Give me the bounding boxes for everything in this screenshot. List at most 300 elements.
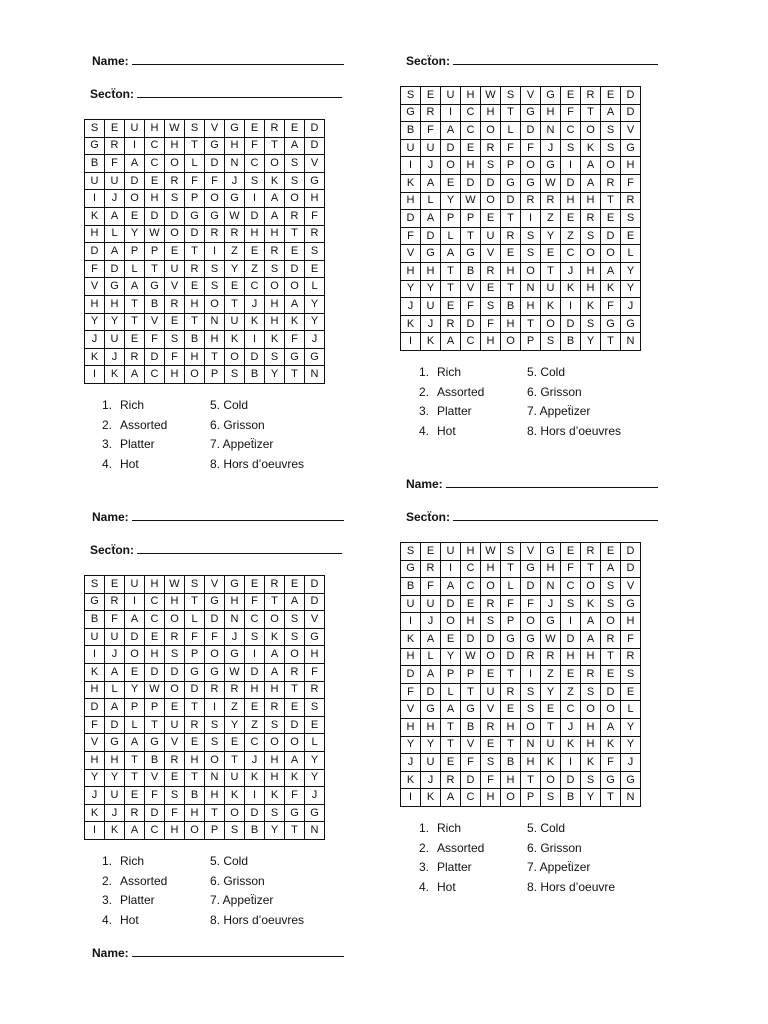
grid-letter-cell[interactable]: Z: [225, 699, 245, 717]
grid-letter-cell[interactable]: J: [541, 595, 561, 613]
grid-letter-cell[interactable]: E: [305, 260, 325, 278]
grid-letter-cell[interactable]: S: [85, 576, 105, 594]
grid-letter-cell[interactable]: Y: [85, 313, 105, 331]
grid-letter-cell[interactable]: O: [581, 701, 601, 719]
grid-letter-cell[interactable]: S: [501, 543, 521, 561]
grid-letter-cell[interactable]: C: [561, 578, 581, 596]
grid-letter-cell[interactable]: D: [305, 120, 325, 138]
grid-letter-cell[interactable]: U: [125, 120, 145, 138]
grid-letter-cell[interactable]: T: [185, 313, 205, 331]
grid-letter-cell[interactable]: N: [621, 789, 641, 807]
grid-letter-cell[interactable]: O: [441, 613, 461, 631]
grid-letter-cell[interactable]: O: [601, 245, 621, 263]
grid-letter-cell[interactable]: U: [105, 787, 125, 805]
grid-letter-cell[interactable]: E: [481, 736, 501, 754]
section-blank-line[interactable]: [453, 54, 658, 65]
grid-letter-cell[interactable]: F: [521, 139, 541, 157]
grid-letter-cell[interactable]: C: [561, 701, 581, 719]
grid-letter-cell[interactable]: E: [245, 120, 265, 138]
grid-letter-cell[interactable]: U: [401, 595, 421, 613]
grid-letter-cell[interactable]: G: [601, 315, 621, 333]
grid-letter-cell[interactable]: U: [165, 260, 185, 278]
grid-letter-cell[interactable]: H: [521, 754, 541, 772]
grid-letter-cell[interactable]: D: [245, 804, 265, 822]
grid-letter-cell[interactable]: E: [561, 87, 581, 105]
grid-letter-cell[interactable]: V: [305, 155, 325, 173]
grid-letter-cell[interactable]: L: [441, 227, 461, 245]
grid-letter-cell[interactable]: O: [481, 192, 501, 210]
grid-letter-cell[interactable]: A: [441, 245, 461, 263]
grid-letter-cell[interactable]: D: [305, 137, 325, 155]
grid-letter-cell[interactable]: D: [561, 174, 581, 192]
grid-letter-cell[interactable]: T: [185, 699, 205, 717]
grid-letter-cell[interactable]: V: [521, 543, 541, 561]
grid-letter-cell[interactable]: R: [501, 227, 521, 245]
grid-letter-cell[interactable]: K: [225, 787, 245, 805]
grid-letter-cell[interactable]: I: [401, 333, 421, 351]
grid-letter-cell[interactable]: F: [561, 104, 581, 122]
grid-letter-cell[interactable]: N: [225, 611, 245, 629]
grid-letter-cell[interactable]: J: [225, 172, 245, 190]
grid-letter-cell[interactable]: K: [265, 172, 285, 190]
grid-letter-cell[interactable]: S: [481, 754, 501, 772]
grid-letter-cell[interactable]: D: [401, 666, 421, 684]
grid-letter-cell[interactable]: D: [245, 663, 265, 681]
grid-letter-cell[interactable]: O: [185, 822, 205, 840]
grid-letter-cell[interactable]: F: [481, 315, 501, 333]
grid-letter-cell[interactable]: S: [285, 611, 305, 629]
grid-letter-cell[interactable]: I: [561, 754, 581, 772]
grid-letter-cell[interactable]: T: [285, 822, 305, 840]
grid-letter-cell[interactable]: H: [581, 262, 601, 280]
grid-letter-cell[interactable]: I: [401, 157, 421, 175]
grid-letter-cell[interactable]: K: [601, 280, 621, 298]
grid-letter-cell[interactable]: U: [85, 628, 105, 646]
grid-letter-cell[interactable]: L: [501, 122, 521, 140]
grid-letter-cell[interactable]: Y: [85, 769, 105, 787]
grid-letter-cell[interactable]: E: [501, 701, 521, 719]
grid-letter-cell[interactable]: I: [561, 613, 581, 631]
grid-letter-cell[interactable]: R: [441, 315, 461, 333]
grid-letter-cell[interactable]: K: [421, 789, 441, 807]
name-blank-line[interactable]: [132, 510, 344, 521]
grid-letter-cell[interactable]: H: [461, 613, 481, 631]
grid-letter-cell[interactable]: T: [285, 366, 305, 384]
grid-letter-cell[interactable]: I: [245, 787, 265, 805]
grid-letter-cell[interactable]: E: [441, 754, 461, 772]
grid-letter-cell[interactable]: R: [265, 243, 285, 261]
grid-letter-cell[interactable]: N: [305, 366, 325, 384]
grid-letter-cell[interactable]: G: [105, 734, 125, 752]
section-blank-line[interactable]: [137, 87, 342, 98]
grid-letter-cell[interactable]: D: [205, 155, 225, 173]
grid-letter-cell[interactable]: D: [621, 543, 641, 561]
grid-letter-cell[interactable]: D: [481, 174, 501, 192]
grid-letter-cell[interactable]: E: [601, 543, 621, 561]
grid-letter-cell[interactable]: C: [461, 122, 481, 140]
grid-letter-cell[interactable]: Y: [265, 822, 285, 840]
grid-letter-cell[interactable]: K: [561, 736, 581, 754]
grid-letter-cell[interactable]: O: [541, 315, 561, 333]
grid-letter-cell[interactable]: K: [401, 630, 421, 648]
grid-letter-cell[interactable]: C: [561, 122, 581, 140]
grid-letter-cell[interactable]: E: [601, 210, 621, 228]
grid-letter-cell[interactable]: F: [305, 663, 325, 681]
grid-letter-cell[interactable]: H: [561, 192, 581, 210]
grid-letter-cell[interactable]: F: [501, 595, 521, 613]
grid-letter-cell[interactable]: K: [421, 333, 441, 351]
grid-letter-cell[interactable]: T: [501, 210, 521, 228]
grid-letter-cell[interactable]: T: [285, 225, 305, 243]
grid-letter-cell[interactable]: D: [205, 611, 225, 629]
grid-letter-cell[interactable]: K: [581, 139, 601, 157]
grid-letter-cell[interactable]: I: [245, 331, 265, 349]
grid-letter-cell[interactable]: T: [461, 683, 481, 701]
grid-letter-cell[interactable]: N: [541, 578, 561, 596]
grid-letter-cell[interactable]: J: [421, 613, 441, 631]
grid-letter-cell[interactable]: B: [185, 787, 205, 805]
grid-letter-cell[interactable]: N: [621, 333, 641, 351]
grid-letter-cell[interactable]: R: [165, 628, 185, 646]
grid-letter-cell[interactable]: U: [125, 576, 145, 594]
grid-letter-cell[interactable]: F: [245, 593, 265, 611]
grid-letter-cell[interactable]: C: [461, 578, 481, 596]
grid-letter-cell[interactable]: N: [521, 280, 541, 298]
grid-letter-cell[interactable]: K: [285, 769, 305, 787]
grid-letter-cell[interactable]: J: [561, 262, 581, 280]
grid-letter-cell[interactable]: R: [125, 348, 145, 366]
grid-letter-cell[interactable]: O: [541, 771, 561, 789]
grid-letter-cell[interactable]: S: [581, 315, 601, 333]
grid-letter-cell[interactable]: F: [401, 227, 421, 245]
grid-letter-cell[interactable]: H: [165, 366, 185, 384]
grid-letter-cell[interactable]: E: [561, 543, 581, 561]
grid-letter-cell[interactable]: G: [225, 190, 245, 208]
grid-letter-cell[interactable]: O: [481, 122, 501, 140]
grid-letter-cell[interactable]: O: [165, 225, 185, 243]
grid-letter-cell[interactable]: H: [105, 751, 125, 769]
grid-letter-cell[interactable]: S: [481, 157, 501, 175]
grid-letter-cell[interactable]: G: [305, 628, 325, 646]
name-blank-line[interactable]: [446, 477, 658, 488]
grid-letter-cell[interactable]: S: [165, 331, 185, 349]
grid-letter-cell[interactable]: R: [305, 681, 325, 699]
grid-letter-cell[interactable]: O: [601, 157, 621, 175]
grid-letter-cell[interactable]: T: [541, 718, 561, 736]
grid-letter-cell[interactable]: O: [521, 613, 541, 631]
grid-letter-cell[interactable]: E: [185, 734, 205, 752]
grid-letter-cell[interactable]: T: [225, 751, 245, 769]
grid-letter-cell[interactable]: K: [601, 736, 621, 754]
grid-letter-cell[interactable]: O: [581, 122, 601, 140]
grid-letter-cell[interactable]: U: [401, 139, 421, 157]
grid-letter-cell[interactable]: S: [205, 260, 225, 278]
grid-letter-cell[interactable]: B: [461, 262, 481, 280]
grid-letter-cell[interactable]: F: [501, 139, 521, 157]
grid-letter-cell[interactable]: Y: [441, 192, 461, 210]
grid-letter-cell[interactable]: S: [601, 595, 621, 613]
grid-letter-cell[interactable]: R: [481, 595, 501, 613]
grid-letter-cell[interactable]: Y: [305, 313, 325, 331]
grid-letter-cell[interactable]: D: [185, 225, 205, 243]
grid-letter-cell[interactable]: E: [285, 120, 305, 138]
grid-letter-cell[interactable]: B: [185, 331, 205, 349]
grid-letter-cell[interactable]: T: [601, 789, 621, 807]
grid-letter-cell[interactable]: G: [205, 663, 225, 681]
grid-letter-cell[interactable]: O: [125, 190, 145, 208]
grid-letter-cell[interactable]: S: [601, 139, 621, 157]
grid-letter-cell[interactable]: O: [601, 613, 621, 631]
grid-letter-cell[interactable]: H: [581, 192, 601, 210]
grid-letter-cell[interactable]: E: [245, 699, 265, 717]
grid-letter-cell[interactable]: U: [541, 736, 561, 754]
grid-letter-cell[interactable]: Y: [541, 683, 561, 701]
grid-letter-cell[interactable]: S: [205, 734, 225, 752]
grid-letter-cell[interactable]: T: [581, 560, 601, 578]
grid-letter-cell[interactable]: A: [601, 262, 621, 280]
grid-letter-cell[interactable]: T: [441, 262, 461, 280]
grid-letter-cell[interactable]: J: [541, 139, 561, 157]
grid-letter-cell[interactable]: G: [85, 137, 105, 155]
grid-letter-cell[interactable]: H: [185, 295, 205, 313]
grid-letter-cell[interactable]: E: [225, 278, 245, 296]
grid-letter-cell[interactable]: W: [461, 192, 481, 210]
grid-letter-cell[interactable]: H: [225, 593, 245, 611]
grid-letter-cell[interactable]: Y: [441, 648, 461, 666]
grid-letter-cell[interactable]: B: [401, 578, 421, 596]
grid-letter-cell[interactable]: V: [305, 611, 325, 629]
grid-letter-cell[interactable]: I: [125, 137, 145, 155]
grid-letter-cell[interactable]: H: [85, 295, 105, 313]
grid-letter-cell[interactable]: H: [501, 262, 521, 280]
grid-letter-cell[interactable]: C: [245, 278, 265, 296]
grid-letter-cell[interactable]: F: [601, 754, 621, 772]
grid-letter-cell[interactable]: W: [165, 120, 185, 138]
grid-letter-cell[interactable]: I: [561, 298, 581, 316]
grid-letter-cell[interactable]: B: [501, 298, 521, 316]
grid-letter-cell[interactable]: E: [165, 243, 185, 261]
grid-letter-cell[interactable]: J: [105, 804, 125, 822]
grid-letter-cell[interactable]: L: [105, 225, 125, 243]
grid-letter-cell[interactable]: W: [461, 648, 481, 666]
grid-letter-cell[interactable]: H: [165, 593, 185, 611]
grid-letter-cell[interactable]: G: [521, 630, 541, 648]
grid-letter-cell[interactable]: H: [541, 104, 561, 122]
grid-letter-cell[interactable]: W: [481, 543, 501, 561]
grid-letter-cell[interactable]: U: [105, 172, 125, 190]
grid-letter-cell[interactable]: N: [541, 122, 561, 140]
grid-letter-cell[interactable]: C: [145, 593, 165, 611]
grid-letter-cell[interactable]: L: [621, 245, 641, 263]
grid-letter-cell[interactable]: H: [401, 262, 421, 280]
grid-letter-cell[interactable]: T: [581, 104, 601, 122]
grid-letter-cell[interactable]: U: [85, 172, 105, 190]
grid-letter-cell[interactable]: K: [401, 315, 421, 333]
grid-letter-cell[interactable]: O: [521, 157, 541, 175]
grid-letter-cell[interactable]: T: [501, 280, 521, 298]
grid-letter-cell[interactable]: B: [245, 822, 265, 840]
grid-letter-cell[interactable]: T: [145, 260, 165, 278]
grid-letter-cell[interactable]: B: [501, 754, 521, 772]
grid-letter-cell[interactable]: Y: [581, 333, 601, 351]
grid-letter-cell[interactable]: U: [421, 139, 441, 157]
grid-letter-cell[interactable]: E: [421, 87, 441, 105]
grid-letter-cell[interactable]: R: [581, 87, 601, 105]
grid-letter-cell[interactable]: K: [245, 313, 265, 331]
grid-letter-cell[interactable]: A: [421, 174, 441, 192]
grid-letter-cell[interactable]: B: [561, 789, 581, 807]
grid-letter-cell[interactable]: G: [225, 646, 245, 664]
grid-letter-cell[interactable]: S: [165, 646, 185, 664]
grid-letter-cell[interactable]: D: [245, 348, 265, 366]
grid-letter-cell[interactable]: V: [85, 278, 105, 296]
grid-letter-cell[interactable]: F: [421, 578, 441, 596]
grid-letter-cell[interactable]: F: [85, 260, 105, 278]
grid-letter-cell[interactable]: H: [461, 87, 481, 105]
section-blank-line[interactable]: [137, 543, 342, 554]
grid-letter-cell[interactable]: E: [105, 120, 125, 138]
grid-letter-cell[interactable]: U: [481, 683, 501, 701]
grid-letter-cell[interactable]: P: [441, 210, 461, 228]
grid-letter-cell[interactable]: V: [165, 278, 185, 296]
grid-letter-cell[interactable]: H: [581, 736, 601, 754]
grid-letter-cell[interactable]: S: [521, 227, 541, 245]
grid-letter-cell[interactable]: K: [265, 331, 285, 349]
grid-letter-cell[interactable]: F: [305, 207, 325, 225]
grid-letter-cell[interactable]: A: [581, 630, 601, 648]
grid-letter-cell[interactable]: I: [441, 104, 461, 122]
grid-letter-cell[interactable]: D: [601, 683, 621, 701]
grid-letter-cell[interactable]: K: [541, 298, 561, 316]
grid-letter-cell[interactable]: S: [481, 298, 501, 316]
grid-letter-cell[interactable]: H: [245, 225, 265, 243]
grid-letter-cell[interactable]: S: [185, 576, 205, 594]
grid-letter-cell[interactable]: D: [621, 104, 641, 122]
grid-letter-cell[interactable]: H: [401, 648, 421, 666]
grid-letter-cell[interactable]: K: [581, 595, 601, 613]
grid-letter-cell[interactable]: J: [85, 331, 105, 349]
grid-letter-cell[interactable]: G: [541, 87, 561, 105]
grid-letter-cell[interactable]: D: [145, 348, 165, 366]
grid-letter-cell[interactable]: F: [165, 804, 185, 822]
grid-letter-cell[interactable]: F: [185, 628, 205, 646]
grid-letter-cell[interactable]: L: [305, 734, 325, 752]
grid-letter-cell[interactable]: Z: [245, 260, 265, 278]
grid-letter-cell[interactable]: R: [225, 681, 245, 699]
grid-letter-cell[interactable]: T: [225, 295, 245, 313]
grid-letter-cell[interactable]: E: [245, 576, 265, 594]
grid-letter-cell[interactable]: E: [461, 595, 481, 613]
grid-letter-cell[interactable]: G: [421, 701, 441, 719]
name-blank-line[interactable]: [132, 54, 344, 65]
grid-letter-cell[interactable]: D: [441, 139, 461, 157]
grid-letter-cell[interactable]: H: [185, 348, 205, 366]
grid-letter-cell[interactable]: C: [245, 155, 265, 173]
grid-letter-cell[interactable]: F: [561, 560, 581, 578]
grid-letter-cell[interactable]: G: [225, 120, 245, 138]
grid-letter-cell[interactable]: J: [621, 754, 641, 772]
grid-letter-cell[interactable]: I: [401, 613, 421, 631]
grid-letter-cell[interactable]: J: [245, 751, 265, 769]
grid-letter-cell[interactable]: K: [105, 366, 125, 384]
grid-letter-cell[interactable]: G: [205, 593, 225, 611]
grid-letter-cell[interactable]: H: [265, 225, 285, 243]
grid-letter-cell[interactable]: C: [561, 245, 581, 263]
grid-letter-cell[interactable]: H: [401, 718, 421, 736]
grid-letter-cell[interactable]: O: [481, 648, 501, 666]
grid-letter-cell[interactable]: E: [145, 172, 165, 190]
grid-letter-cell[interactable]: Y: [305, 769, 325, 787]
grid-letter-cell[interactable]: H: [85, 681, 105, 699]
grid-letter-cell[interactable]: H: [561, 648, 581, 666]
grid-letter-cell[interactable]: H: [621, 613, 641, 631]
grid-letter-cell[interactable]: S: [481, 613, 501, 631]
grid-letter-cell[interactable]: T: [185, 769, 205, 787]
grid-letter-cell[interactable]: P: [461, 210, 481, 228]
grid-letter-cell[interactable]: H: [265, 681, 285, 699]
grid-letter-cell[interactable]: S: [165, 787, 185, 805]
grid-letter-cell[interactable]: I: [85, 822, 105, 840]
grid-letter-cell[interactable]: R: [601, 174, 621, 192]
grid-letter-cell[interactable]: D: [521, 122, 541, 140]
grid-letter-cell[interactable]: T: [205, 348, 225, 366]
grid-letter-cell[interactable]: V: [621, 578, 641, 596]
grid-letter-cell[interactable]: W: [225, 207, 245, 225]
grid-letter-cell[interactable]: I: [441, 560, 461, 578]
grid-letter-cell[interactable]: A: [581, 613, 601, 631]
grid-letter-cell[interactable]: E: [421, 543, 441, 561]
grid-letter-cell[interactable]: S: [401, 87, 421, 105]
grid-letter-cell[interactable]: U: [441, 543, 461, 561]
grid-letter-cell[interactable]: R: [125, 804, 145, 822]
grid-letter-cell[interactable]: C: [145, 155, 165, 173]
grid-letter-cell[interactable]: G: [205, 137, 225, 155]
grid-letter-cell[interactable]: F: [285, 331, 305, 349]
grid-letter-cell[interactable]: R: [285, 663, 305, 681]
grid-letter-cell[interactable]: K: [401, 771, 421, 789]
grid-letter-cell[interactable]: A: [601, 560, 621, 578]
grid-letter-cell[interactable]: D: [305, 593, 325, 611]
grid-letter-cell[interactable]: E: [285, 576, 305, 594]
grid-letter-cell[interactable]: F: [601, 298, 621, 316]
grid-letter-cell[interactable]: C: [461, 104, 481, 122]
grid-letter-cell[interactable]: S: [265, 348, 285, 366]
grid-letter-cell[interactable]: B: [245, 366, 265, 384]
grid-letter-cell[interactable]: L: [621, 701, 641, 719]
grid-letter-cell[interactable]: G: [501, 630, 521, 648]
grid-letter-cell[interactable]: R: [305, 225, 325, 243]
grid-letter-cell[interactable]: O: [441, 157, 461, 175]
grid-letter-cell[interactable]: C: [245, 611, 265, 629]
grid-letter-cell[interactable]: D: [285, 716, 305, 734]
grid-letter-cell[interactable]: H: [481, 104, 501, 122]
grid-letter-cell[interactable]: Y: [125, 681, 145, 699]
grid-letter-cell[interactable]: H: [265, 751, 285, 769]
grid-letter-cell[interactable]: O: [501, 789, 521, 807]
grid-letter-cell[interactable]: A: [125, 278, 145, 296]
grid-letter-cell[interactable]: U: [105, 628, 125, 646]
grid-letter-cell[interactable]: G: [621, 315, 641, 333]
grid-letter-cell[interactable]: W: [145, 225, 165, 243]
grid-letter-cell[interactable]: J: [105, 348, 125, 366]
grid-letter-cell[interactable]: Y: [421, 280, 441, 298]
grid-letter-cell[interactable]: H: [581, 648, 601, 666]
grid-letter-cell[interactable]: R: [441, 771, 461, 789]
grid-letter-cell[interactable]: E: [621, 227, 641, 245]
grid-letter-cell[interactable]: L: [441, 683, 461, 701]
grid-letter-cell[interactable]: T: [441, 736, 461, 754]
grid-letter-cell[interactable]: G: [401, 560, 421, 578]
